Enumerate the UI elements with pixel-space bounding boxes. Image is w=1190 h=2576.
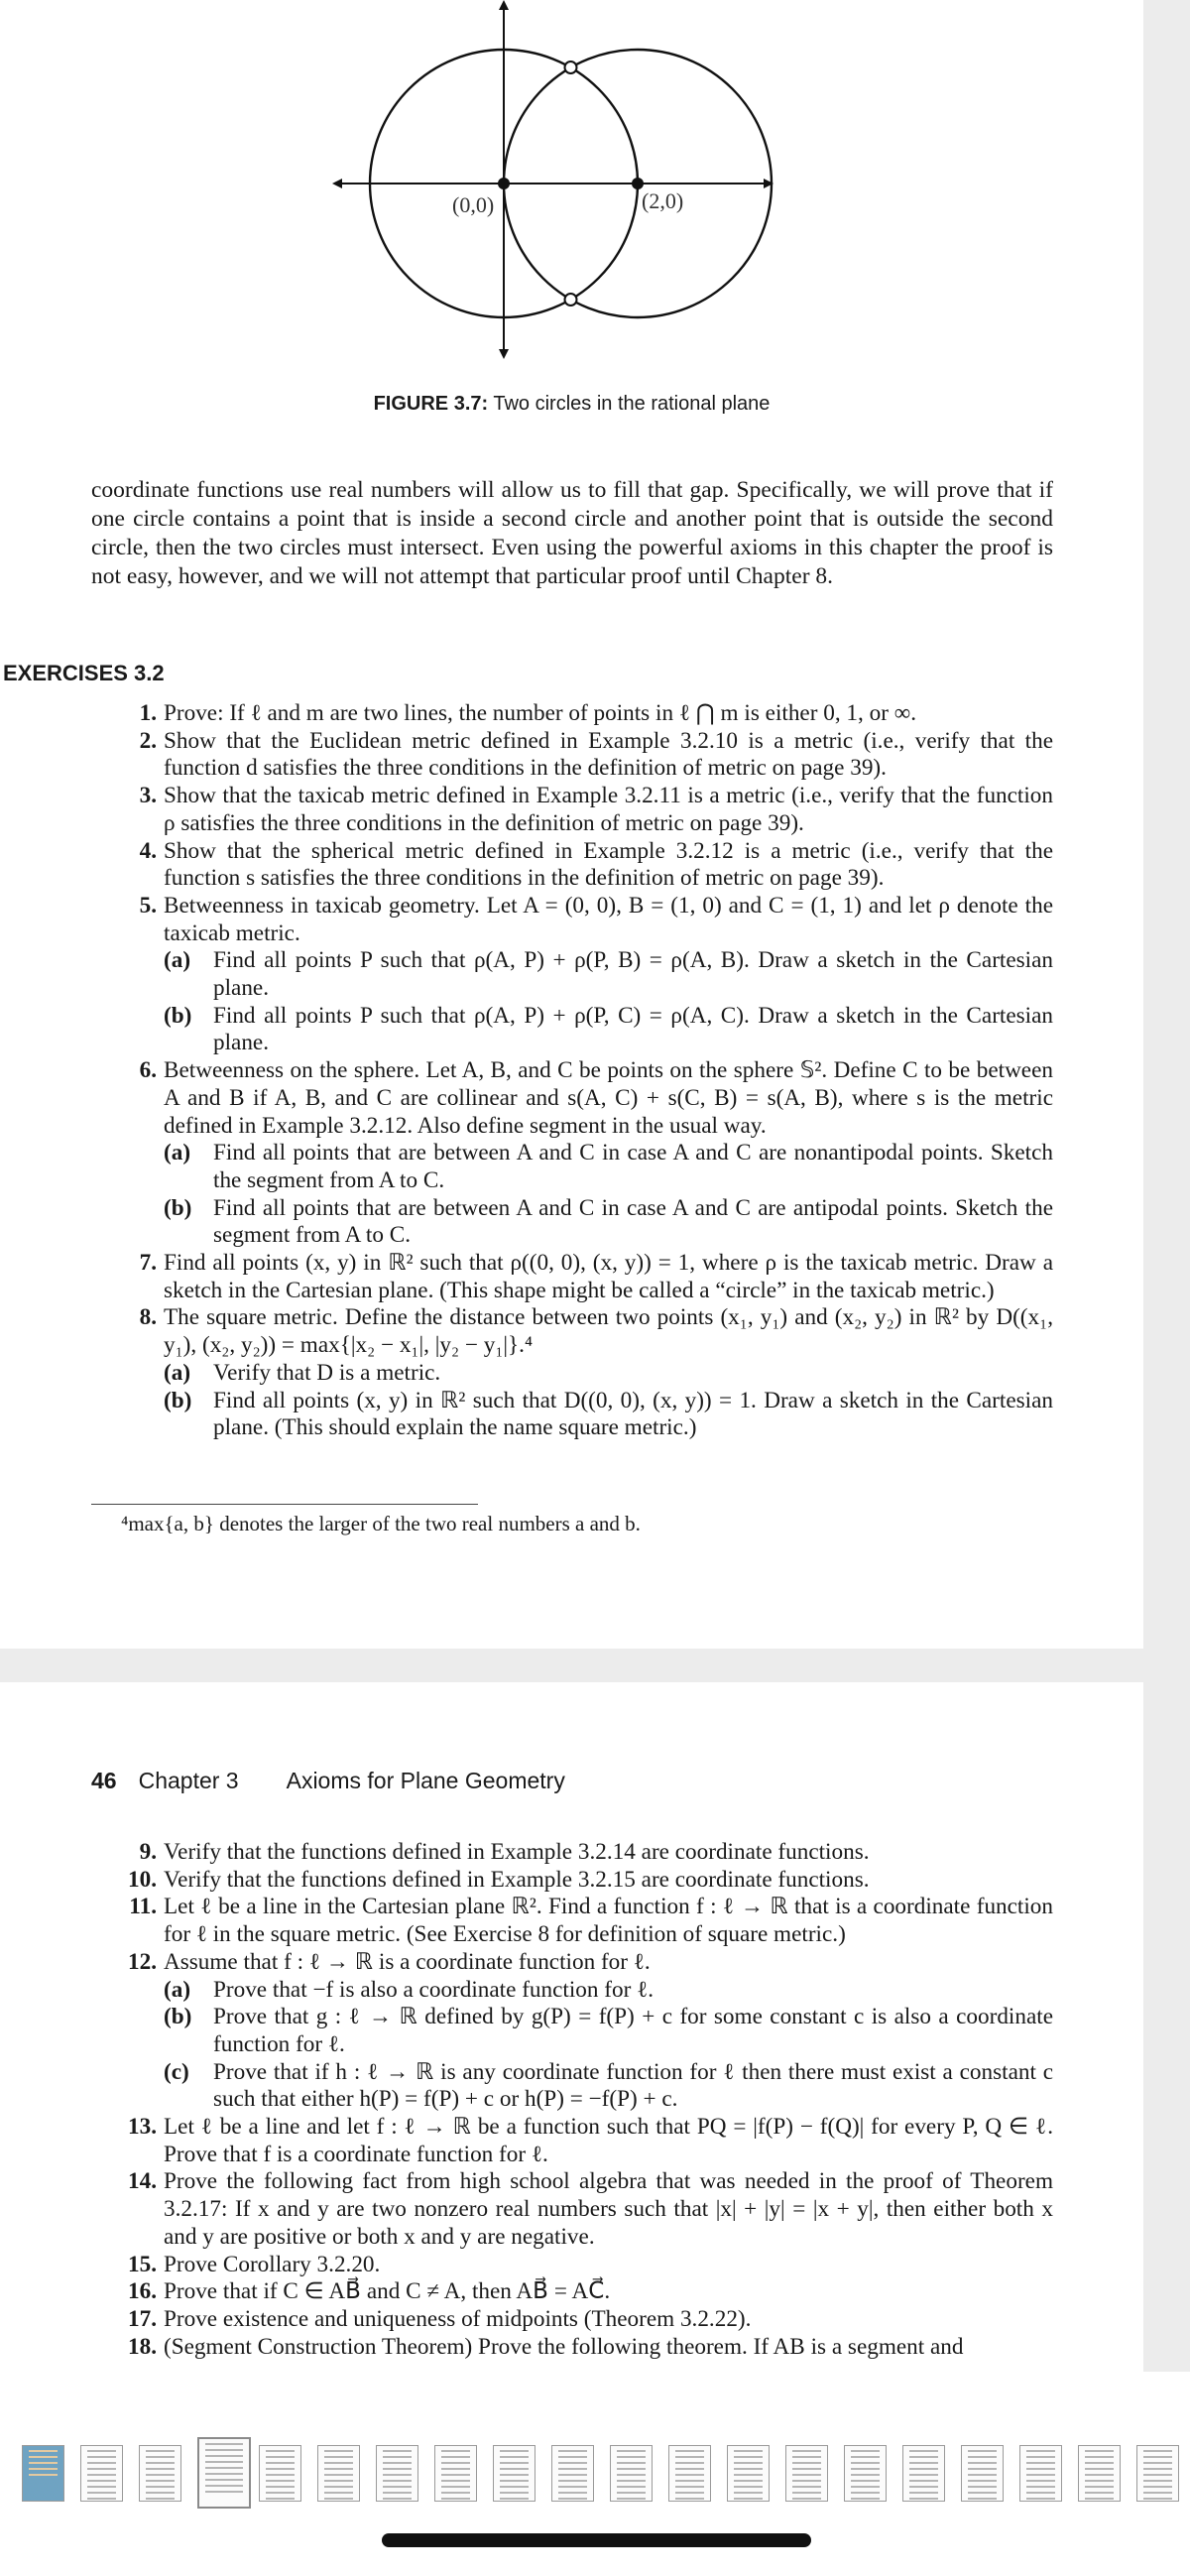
subpart-label: (b) bbox=[164, 2004, 192, 2030]
exercise-text: Show that the taxicab metric defined in Example 3.2.11 is a metric (i.e., verify that the function ρ satisfies the three conditions in the definition of metric on page 39). bbox=[164, 783, 1053, 836]
exercise-item bbox=[91, 728, 1053, 783]
exercise-text: Show that the spherical metric defined in Example 3.2.12 is a metric (i.e., verify that the function s satisfies the three conditions in the definition of metric on page 39). bbox=[164, 837, 1053, 892]
exercise-number: 17. bbox=[128, 2305, 157, 2332]
subpart-text: Find all points P such that ρ(A, P) + ρ(P, C) = ρ(A, C). Draw a sketch in the Cartesian plane. bbox=[213, 1002, 1053, 1056]
exercise-list-page2 bbox=[91, 1839, 1053, 2361]
exercise-number: 6. bbox=[139, 1057, 157, 1084]
page-thumbnail[interactable] bbox=[902, 2445, 945, 2502]
figure-caption-number: FIGURE 3.7: bbox=[373, 393, 489, 415]
exercise-text: The square metric. Define the distance between two points (x₁, y₁) and (x₂, y₂) in ℝ² by D((x₁, y₁), (x₂, y₂)) = max{|x₂ − x₁|, |y₂ − y₁|}.⁴ bbox=[164, 1304, 1053, 1359]
exercise-item bbox=[91, 2278, 1053, 2306]
page-thumbnail[interactable] bbox=[1019, 2445, 1062, 2502]
subpart-label: (b) bbox=[164, 1194, 192, 1221]
exercise-item bbox=[91, 1949, 1053, 2114]
subpart-label: (a) bbox=[164, 947, 191, 974]
page-thumbnail[interactable] bbox=[434, 2445, 477, 2502]
exercise-item bbox=[91, 838, 1053, 893]
exercise-subpart bbox=[164, 1388, 1053, 1442]
exercise-text: Verify that the functions defined in Example 3.2.15 are coordinate functions. bbox=[164, 1866, 870, 1893]
exercise-text: Betweenness on the sphere. Let A, B, and C be points on the sphere 𝕊². Define C to be between A and B if A, B, and C are collinear and s(A, C) + s(C, B) = s(A, B), where s is the metric defined in Example 3.2.12. Also define segment in the usual way. bbox=[164, 1057, 1053, 1139]
exercise-number: 7. bbox=[139, 1250, 157, 1277]
figure-caption bbox=[0, 393, 1143, 416]
subpart-text: Verify that D is a metric. bbox=[213, 1359, 441, 1386]
subpart-text: Find all points that are between A and C in case A and C are antipodal points. Sketch the segment from A to C. bbox=[213, 1194, 1053, 1249]
exercise-subpart bbox=[164, 1195, 1053, 1250]
label-2-0: (2,0) bbox=[642, 188, 684, 213]
label-origin: (0,0) bbox=[452, 192, 495, 217]
exercise-item bbox=[91, 2114, 1053, 2168]
exercise-item bbox=[91, 2252, 1053, 2279]
exercise-text: Prove that if C ∈ AB⃗ and C ≠ A, then AB⃗ = AC⃗. bbox=[164, 2278, 611, 2305]
exercise-list-page1 bbox=[91, 700, 1053, 1442]
exercise-number: 3. bbox=[139, 783, 157, 809]
home-indicator[interactable] bbox=[382, 2533, 811, 2547]
page-thumbnail[interactable] bbox=[785, 2445, 828, 2502]
exercise-item bbox=[91, 1894, 1053, 1948]
subpart-text: Prove that −f is also a coordinate function for ℓ. bbox=[213, 1976, 654, 2003]
page-thumbnail[interactable] bbox=[844, 2445, 887, 2502]
footnote: ⁴max{a, b} denotes the larger of the two real numbers a and b. bbox=[121, 1512, 641, 1535]
page-thumbnail[interactable] bbox=[961, 2445, 1004, 2502]
exercise-item bbox=[91, 1867, 1053, 1895]
exercise-number: 4. bbox=[139, 837, 157, 864]
exercise-item bbox=[91, 1250, 1053, 1304]
exercise-text: Show that the Euclidean metric defined in Example 3.2.10 is a metric (i.e., verify that the function d satisfies the three conditions in the definition of metric on page 39). bbox=[164, 727, 1053, 782]
exercise-item bbox=[91, 783, 1053, 837]
exercise-subpart bbox=[164, 1140, 1053, 1194]
exercise-subpart bbox=[164, 1003, 1053, 1057]
document-page-46 bbox=[0, 1682, 1143, 2372]
page-thumbnail[interactable] bbox=[1078, 2445, 1121, 2502]
two-circles-figure bbox=[317, 0, 774, 367]
page-thumbnail[interactable] bbox=[317, 2445, 360, 2502]
exercise-number: 11. bbox=[129, 1894, 157, 1920]
exercise-item bbox=[91, 1057, 1053, 1250]
page-thumbnail[interactable] bbox=[1136, 2445, 1179, 2502]
exercise-text: Find all points (x, y) in ℝ² such that ρ((0, 0), (x, y)) = 1, where ρ is the taxicab metric. Draw a sketch in the Cartesian plane. (This shape might be called a “circle” in the taxicab metric.) bbox=[164, 1250, 1053, 1303]
subpart-text: Prove that if h : ℓ → ℝ is any coordinate function for ℓ then there must exist a constant c such that either h(P) = f(P) + c or h(P) = −f(P) + c. bbox=[213, 2058, 1053, 2113]
open-intersection-bottom bbox=[565, 294, 577, 306]
scroll-gutter bbox=[1143, 0, 1190, 2372]
subpart-text: Find all points (x, y) in ℝ² such that D((0, 0), (x, y)) = 1. Draw a sketch in the Cartesian plane. (This should explain the name square metric.) bbox=[213, 1387, 1053, 1441]
chapter-label: Chapter 3 bbox=[138, 1768, 239, 1793]
exercise-item bbox=[91, 2168, 1053, 2251]
page-thumbnail[interactable] bbox=[668, 2445, 711, 2502]
section-heading: EXERCISES 3.2 bbox=[3, 661, 165, 685]
exercise-subpart bbox=[164, 2059, 1053, 2114]
exercise-text: Betweenness in taxicab geometry. Let A = (0, 0), B = (1, 0) and C = (1, 1) and let ρ denote the taxicab metric. bbox=[164, 892, 1053, 946]
page-thumbnail[interactable] bbox=[727, 2445, 770, 2502]
exercise-item bbox=[91, 2334, 1053, 2362]
body-paragraph: coordinate functions use real numbers will allow us to fill that gap. Specifically, we will prove that if one circle contains a point that is inside a second circle and another point that is outside the second circle, then the two circles must intersect. Even using the powerful axioms in this chapter the proof is not easy, however, and we will not attempt that particular proof until Chapter 8. bbox=[91, 477, 1053, 589]
exercise-text: Prove Corollary 3.2.20. bbox=[164, 2251, 381, 2277]
page-number: 46 bbox=[91, 1768, 117, 1793]
subpart-label: (a) bbox=[164, 1976, 191, 2003]
page-thumbnail-strip[interactable] bbox=[0, 2372, 1190, 2576]
exercise-subpart bbox=[164, 1977, 1053, 2005]
subpart-label: (a) bbox=[164, 1140, 191, 1166]
page-thumbnail[interactable] bbox=[197, 2437, 251, 2509]
open-intersection-top bbox=[565, 61, 577, 73]
exercise-text: Let ℓ be a line in the Cartesian plane ℝ². Find a function f : ℓ → ℝ that is a coordinate function for ℓ in the square metric. (See Exercise 8 for definition of square metric.) bbox=[164, 1894, 1053, 1948]
page-thumbnail[interactable] bbox=[139, 2445, 181, 2502]
exercise-text: Prove: If ℓ and m are two lines, the number of points in ℓ ⋂ m is either 0, 1, or ∞. bbox=[164, 700, 917, 726]
subpart-label: (b) bbox=[164, 1002, 192, 1029]
exercise-text: Prove the following fact from high school algebra that was needed in the proof of Theorem 3.2.17: If x and y are two nonzero real numbers such that |x| + |y| = |x + y|, then either both x and y are positive or both x and y are negative. bbox=[164, 2168, 1053, 2250]
exercise-text: Let ℓ be a line and let f : ℓ → ℝ be a function such that PQ = |f(P) − f(Q)| for every P, Q ∈ ℓ. Prove that f is a coordinate function for ℓ. bbox=[164, 2114, 1053, 2167]
subpart-text: Prove that g : ℓ → ℝ defined by g(P) = f(P) + c for some constant c is also a coordinate function for ℓ. bbox=[213, 2004, 1053, 2057]
footnote-rule bbox=[91, 1504, 478, 1505]
page-thumbnail[interactable] bbox=[22, 2445, 64, 2502]
page-thumbnail[interactable] bbox=[551, 2445, 594, 2502]
exercise-item bbox=[91, 2306, 1053, 2334]
exercise-text: Assume that f : ℓ → ℝ is a coordinate function for ℓ. bbox=[164, 1948, 651, 1975]
subpart-label: (b) bbox=[164, 1387, 192, 1413]
exercise-subpart bbox=[164, 1360, 1053, 1388]
point-origin bbox=[498, 178, 510, 189]
exercise-subpart bbox=[164, 2004, 1053, 2058]
chapter-title: Axioms for Plane Geometry bbox=[286, 1768, 565, 1793]
exercise-number: 1. bbox=[139, 700, 157, 726]
figure-caption-text: Two circles in the rational plane bbox=[488, 393, 771, 415]
page-thumbnail[interactable] bbox=[80, 2445, 123, 2502]
exercise-number: 15. bbox=[128, 2251, 157, 2277]
exercise-number: 2. bbox=[139, 727, 157, 754]
exercise-number: 10. bbox=[128, 1866, 157, 1893]
exercise-item bbox=[91, 1839, 1053, 1867]
running-header bbox=[91, 1768, 565, 1794]
exercise-item bbox=[91, 1304, 1053, 1442]
exercise-text: (Segment Construction Theorem) Prove the following theorem. If AB is a segment and bbox=[164, 2333, 964, 2360]
page-thumbnail[interactable] bbox=[376, 2445, 418, 2502]
exercise-number: 14. bbox=[128, 2168, 157, 2195]
subpart-text: Find all points that are between A and C in case A and C are nonantipodal points. Sketch the segment from A to C. bbox=[213, 1140, 1053, 1193]
exercise-number: 16. bbox=[128, 2278, 157, 2305]
exercise-number: 9. bbox=[139, 1839, 157, 1865]
subpart-label: (c) bbox=[164, 2058, 189, 2085]
exercise-number: 8. bbox=[139, 1304, 157, 1331]
exercise-text: Verify that the functions defined in Example 3.2.14 are coordinate functions. bbox=[164, 1839, 870, 1865]
exercise-number: 12. bbox=[128, 1948, 157, 1975]
exercise-text: Prove existence and uniqueness of midpoints (Theorem 3.2.22). bbox=[164, 2305, 752, 2332]
page-thumbnail[interactable] bbox=[610, 2445, 653, 2502]
exercise-subpart bbox=[164, 947, 1053, 1002]
subpart-text: Find all points P such that ρ(A, P) + ρ(P, B) = ρ(A, B). Draw a sketch in the Cartesian plane. bbox=[213, 947, 1053, 1002]
exercise-item bbox=[91, 700, 1053, 728]
exercise-number: 5. bbox=[139, 892, 157, 919]
exercise-number: 13. bbox=[128, 2114, 157, 2141]
exercise-item bbox=[91, 893, 1053, 1057]
page-separator bbox=[0, 1649, 1190, 1682]
exercise-number: 18. bbox=[128, 2333, 157, 2360]
page-thumbnail[interactable] bbox=[259, 2445, 301, 2502]
page-thumbnail[interactable] bbox=[493, 2445, 536, 2502]
subpart-label: (a) bbox=[164, 1359, 191, 1386]
